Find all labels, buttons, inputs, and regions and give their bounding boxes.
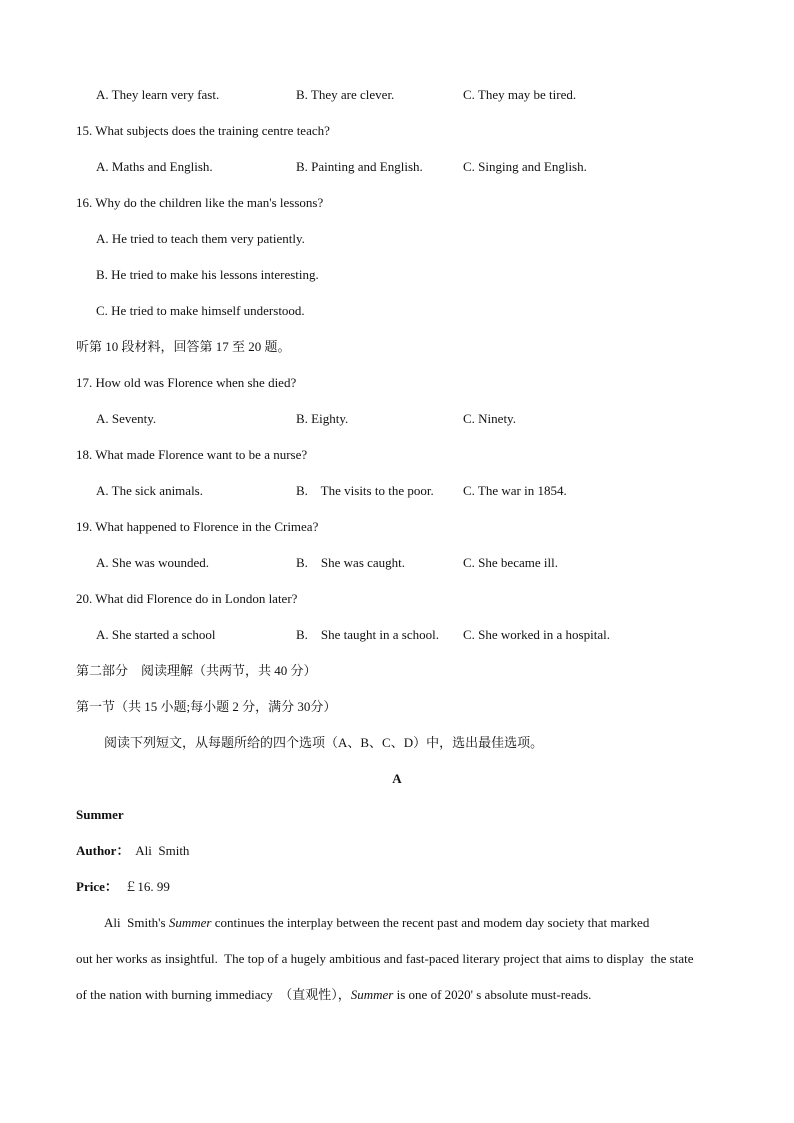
q14-option-c: C. They may be tired. (463, 87, 577, 102)
part2-title: 第二部分 阅读理解（共两节，共 40 分） (76, 663, 317, 678)
q17-question: 17. How old was Florence when she died? (76, 375, 297, 390)
passage-line-3 (76, 986, 591, 1004)
q19-option-c: C. She became ill. (463, 555, 558, 570)
q20-option-c: C. She worked in a hospital. (463, 627, 610, 642)
section10-intro: 听第 10 段材料，回答第 17 至 20 题。 (76, 339, 291, 354)
passage-letter: A (392, 771, 402, 786)
price-label: Price： (76, 879, 118, 894)
q20-option-b: B. She taught in a school. (296, 627, 439, 642)
passage-title: Summer (76, 807, 124, 822)
q17-option-c: C. Ninety. (463, 411, 516, 426)
instructions: 阅读下列短文，从每题所给的四个选项（A、B、C、D）中，选出最佳选项。 (104, 735, 544, 750)
q15-option-a: A. Maths and English. (96, 159, 213, 174)
q18-option-b: B. The visits to the poor. (296, 483, 434, 498)
passage-line-3-start: of the nation with burning immediacy （直观性）， (76, 987, 351, 1002)
price-value: ￡16. 99 (124, 879, 170, 894)
author-name: Ali Smith (135, 843, 190, 858)
q14-option-b: B. They are clever. (296, 87, 395, 102)
passage-line-3-end: is one of 2020' s absolute must-reads. (393, 987, 592, 1002)
q19-question: 19. What happened to Florence in the Crimea? (76, 519, 319, 534)
section1-title: 第一节（共 15 小题;每小题 2 分，满分 30分） (76, 699, 337, 714)
passage-line-1-start: Ali Smith's (104, 915, 169, 930)
q20-option-a: A. She started a school (96, 627, 216, 642)
q18-question: 18. What made Florence want to be a nurse? (76, 447, 308, 462)
q20-question: 20. What did Florence do in London later? (76, 591, 298, 606)
q15-option-c: C. Singing and English. (463, 159, 587, 174)
passage-line-1 (104, 914, 649, 932)
q16-option-b: B. He tried to make his lessons interesting. (96, 267, 319, 282)
q16-option-c: C. He tried to make himself understood. (96, 303, 305, 318)
q18-option-c: C. The war in 1854. (463, 483, 567, 498)
passage-line-2: out her works as insightful. The top of a hugely ambitious and fast-paced literary project that aims to display the state (76, 951, 694, 966)
q18-option-a: A. The sick animals. (96, 483, 203, 498)
book-title-italic: Summer (168, 915, 212, 930)
q19-option-b: B. She was caught. (296, 555, 406, 570)
book-title-italic-2: Summer (350, 987, 394, 1002)
q19-option-a: A. She was wounded. (96, 555, 210, 570)
q17-option-a: A. Seventy. (96, 411, 157, 426)
author-label: Author： (76, 843, 130, 858)
q14-option-a: A. They learn very fast. (96, 87, 220, 102)
passage-line-1-end: continues the interplay between the recent past and modem day society that marked (211, 915, 650, 930)
q15-option-b: B. Painting and English. (296, 159, 423, 174)
q15-question: 15. What subjects does the training centre teach? (76, 123, 330, 138)
author-line (76, 842, 189, 860)
q16-question: 16. Why do the children like the man's lessons? (76, 195, 324, 210)
price-line (76, 878, 170, 896)
q16-option-a: A. He tried to teach them very patiently. (96, 231, 305, 246)
q17-option-b: B. Eighty. (296, 411, 349, 426)
